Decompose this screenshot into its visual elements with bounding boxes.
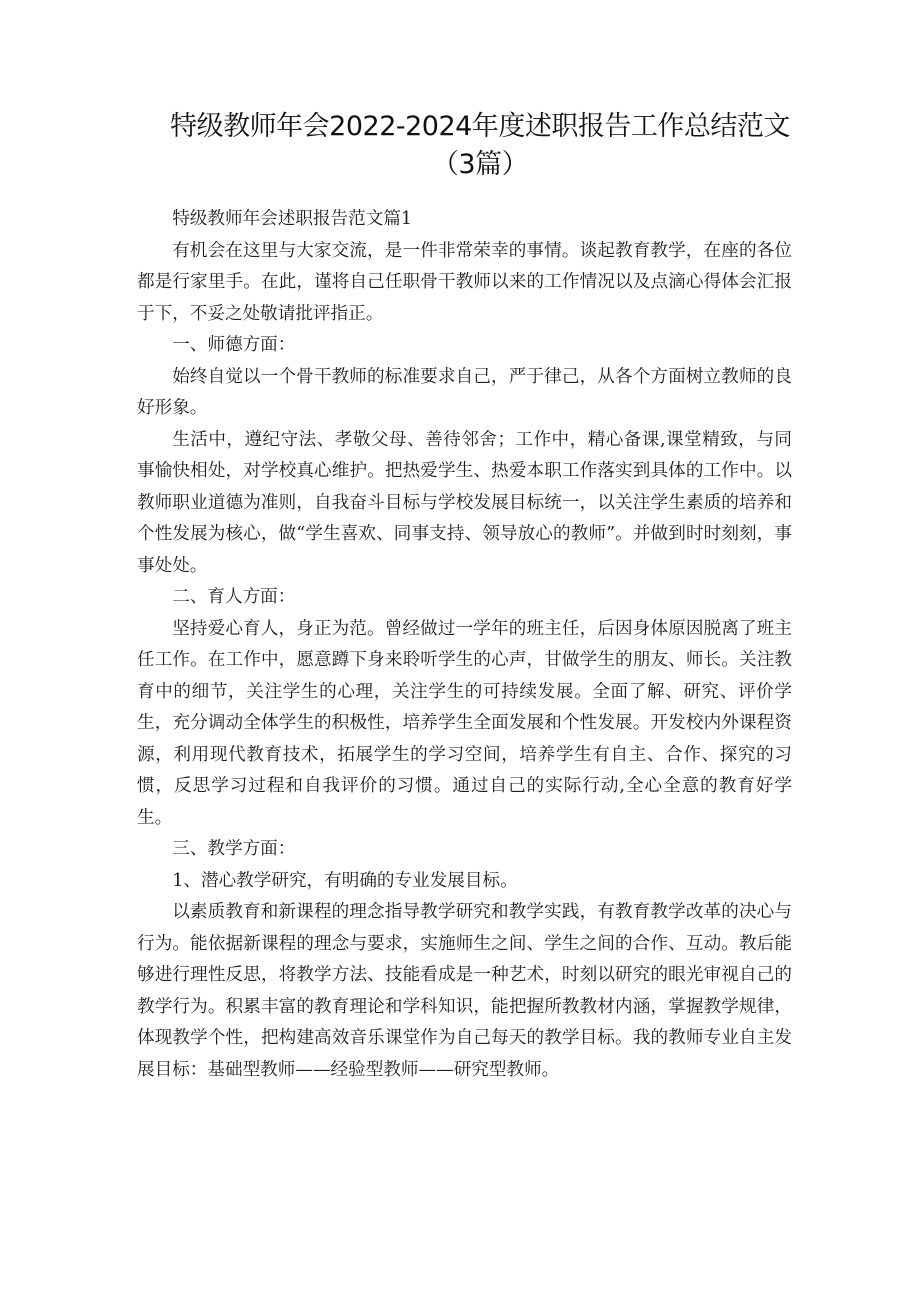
subheading-teaching-research: 1、潜心教学研究，有明确的专业发展目标。 [172, 870, 518, 891]
document-body [137, 204, 792, 1086]
paragraph-teaching: 以素质教育和新课程的理念指导教学研究和教学实践，有教育教学改革的决心与行为。能依据新课程的理念与要求，实施师生之间、学生之间的合作、互动。教后能够进行理性反思，将教学方法、技能看成是一种艺术，时刻以研究的眼光审视自己的教学行为。积累丰富的教育理论和学科知识，能把握所教教材内涵，掌握教学规律，体现教学个性，把构建高效音乐课堂作为自己每天的教学目标。我的教师专业自主发展目标：基础型教师——经验型教师——研究型教师。 [137, 902, 792, 1080]
paragraph-ethics-1: 始终自觉以一个骨干教师的标准要求自己，严于律己，从各个方面树立教师的良好形象。 [137, 366, 792, 418]
paragraph-education: 坚持爱心育人，身正为范。曾经做过一学年的班主任，后因身体原因脱离了班主任工作。在工作中，愿意蹲下身来聆听学生的心声，甘做学生的朋友、师长。关注教育中的细节，关注学生的心理，关注学生的可持续发展。全面了解、研究、评价学生，充分调动全体学生的积极性，培养学生全面发展和个性发展。开发校内外课程资源，利用现代教育技术，拓展学生的学习空间，培养学生有自主、合作、探究的习惯，反思学习过程和自我评价的习惯。通过自己的实际行动,全心全意的教育好学生。 [137, 618, 792, 828]
section-heading-teaching: 三、教学方面： [172, 839, 296, 859]
paragraph-ethics-2: 生活中，遵纪守法、孝敬父母、善待邻舍；工作中，精心备课,课堂精致，与同事愉快相处，对学校真心维护。把热爱学生、热爱本职工作落实到具体的工作中。以教师职业道德为准则，自我奋斗目标与学校发展目标统一，以关注学生素质的培养和个性发展为核心，做“学生喜欢、同事支持、领导放心的教师”。并做到时时刻刻，事事处处。 [137, 429, 792, 576]
section-heading-ethics: 一、师德方面： [172, 335, 296, 355]
document-title: 特级教师年会2022-2024年度述职报告工作总结范文（3篇） [170, 111, 790, 180]
paragraph-intro: 有机会在这里与大家交流，是一件非常荣幸的事情。谈起教育教学，在座的各位都是行家里手。在此，谨将自己任职骨干教师以来的工作情况以及点滴心得体会汇报于下，不妥之处敬请批评指正。 [137, 240, 792, 324]
section-heading-education: 二、育人方面： [172, 587, 296, 607]
article-subtitle: 特级教师年会述职报告范文篇1 [172, 209, 413, 229]
